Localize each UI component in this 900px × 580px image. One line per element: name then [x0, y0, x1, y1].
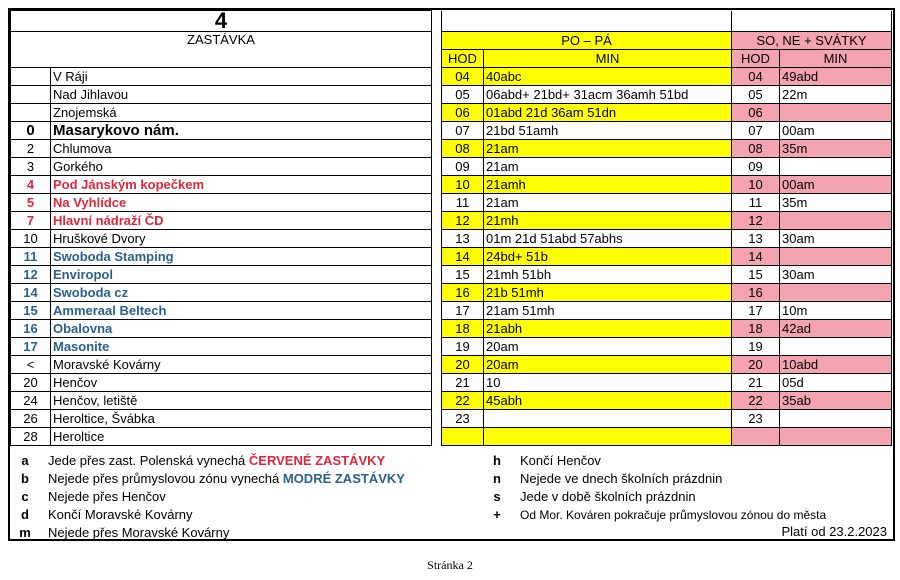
stop-minute: 24: [11, 392, 51, 410]
stop-name: Ammeraal Beltech: [51, 302, 432, 320]
weekday-minute-header: MIN: [484, 50, 732, 68]
weekday-header: PO – PÁ: [442, 32, 732, 50]
weekend-hour: 04: [732, 68, 780, 86]
weekend-minutes: 05d: [780, 374, 892, 392]
weekend-hour: 12: [732, 212, 780, 230]
stop-name: Masonite: [51, 338, 432, 356]
weekday-hour: 20: [442, 356, 484, 374]
stop-name: Znojemská: [51, 104, 432, 122]
weekday-minutes: [484, 410, 732, 428]
weekday-hour: 17: [442, 302, 484, 320]
timetable-row: [11, 104, 892, 122]
stop-name: V Ráji: [51, 68, 432, 86]
weekend-hour: 06: [732, 104, 780, 122]
timetable-row: [11, 86, 892, 104]
timetable: [10, 10, 892, 446]
weekend-minutes: 10m: [780, 302, 892, 320]
weekday-minutes: 21am: [484, 140, 732, 158]
weekend-minutes: 30am: [780, 230, 892, 248]
line-number: 4: [11, 11, 432, 32]
stop-name: Enviropol: [51, 266, 432, 284]
weekend-hour: 21: [732, 374, 780, 392]
timetable-row: [11, 140, 892, 158]
timetable-row: [11, 320, 892, 338]
note-key: +: [493, 507, 501, 522]
weekend-hour: 08: [732, 140, 780, 158]
stop-name: Hruškové Dvory: [51, 230, 432, 248]
weekend-minutes: 35ab: [780, 392, 892, 410]
stop-minute: 26: [11, 410, 51, 428]
weekday-minutes: 06abd+ 21bd+ 31acm 36amh 51bd: [484, 86, 732, 104]
weekday-hour: 11: [442, 194, 484, 212]
note-key: n: [493, 471, 501, 486]
weekday-header-blank: [442, 11, 732, 32]
weekday-minutes: 21am: [484, 194, 732, 212]
note-text-main: Nejede přes Moravské Kovárny: [48, 525, 230, 540]
note-text: [48, 488, 166, 506]
note-text: Končí Henčov: [520, 453, 601, 468]
weekend-hour: 16: [732, 284, 780, 302]
note-text-main: Jede přes zast. Polenská vynechá: [48, 453, 249, 468]
note-text-main: Končí Moravské Kovárny: [48, 507, 193, 522]
weekend-minutes: 42ad: [780, 320, 892, 338]
weekday-minutes: 21mh: [484, 212, 732, 230]
note-text-main: Nejede přes průmyslovou zónu vynechá: [48, 471, 283, 486]
weekend-header-blank: [732, 11, 892, 32]
weekday-minutes: 21b 51mh: [484, 284, 732, 302]
weekend-minutes: 35m: [780, 140, 892, 158]
stop-minute: 28: [11, 428, 51, 446]
stop-minute: [11, 68, 51, 86]
weekday-minutes: 21am 51mh: [484, 302, 732, 320]
note-text: Jede v době školních prázdnin: [520, 489, 696, 504]
weekday-hour: 15: [442, 266, 484, 284]
weekday-hour: 10: [442, 176, 484, 194]
note-text-main: Nejede přes Henčov: [48, 489, 166, 504]
stop-name: Henčov: [51, 374, 432, 392]
weekday-hour: 09: [442, 158, 484, 176]
weekday-minutes: 01m 21d 51abd 57abhs: [484, 230, 732, 248]
stop-minute: 17: [11, 338, 51, 356]
weekday-hour: 08: [442, 140, 484, 158]
timetable-row: [11, 194, 892, 212]
stop-name: Obalovna: [51, 320, 432, 338]
stop-name: Na Vyhlídce: [51, 194, 432, 212]
stop-minute: 20: [11, 374, 51, 392]
stop-name: Pod Jánským kopečkem: [51, 176, 432, 194]
timetable-row: [11, 338, 892, 356]
timetable-frame: [8, 8, 895, 541]
weekday-minutes: 21am: [484, 158, 732, 176]
note-key: m: [19, 525, 31, 540]
weekend-hour: 23: [732, 410, 780, 428]
weekday-minutes: 10: [484, 374, 732, 392]
stop-minute: 16: [11, 320, 51, 338]
weekend-minutes: [780, 248, 892, 266]
weekday-hour: 16: [442, 284, 484, 302]
note-text: [48, 524, 229, 541]
weekday-hour-header: HOD: [442, 50, 484, 68]
weekend-header: SO, NE + SVÁTKY: [732, 32, 892, 50]
page-footer: Stránka 2: [427, 558, 473, 572]
weekend-minutes: 35m: [780, 194, 892, 212]
weekend-hour: 14: [732, 248, 780, 266]
stop-minute: [11, 86, 51, 104]
note-text: [48, 470, 405, 488]
note-key: h: [493, 453, 501, 468]
weekend-hour: 17: [732, 302, 780, 320]
note-key: s: [493, 489, 501, 504]
weekday-hour: 18: [442, 320, 484, 338]
stop-name: Gorkého: [51, 158, 432, 176]
weekday-minutes: 21abh: [484, 320, 732, 338]
weekday-hour: 14: [442, 248, 484, 266]
stop-minute: 3: [11, 158, 51, 176]
weekday-hour: 23: [442, 410, 484, 428]
stop-minute: 12: [11, 266, 51, 284]
weekend-hour-header: HOD: [732, 50, 780, 68]
weekend-minutes: 22m: [780, 86, 892, 104]
weekday-minutes: 20am: [484, 356, 732, 374]
timetable-body: [11, 11, 892, 446]
weekend-hour: 20: [732, 356, 780, 374]
weekend-minutes: [780, 284, 892, 302]
weekday-hour: 13: [442, 230, 484, 248]
weekday-minutes: 45abh: [484, 392, 732, 410]
weekend-hour: 05: [732, 86, 780, 104]
weekday-minutes: 01abd 21d 36am 51dn: [484, 104, 732, 122]
timetable-row: [11, 356, 892, 374]
weekday-hour: 07: [442, 122, 484, 140]
valid-from: Platí od 23.2.2023: [781, 524, 887, 539]
timetable-row: [11, 176, 892, 194]
stop-header: ZASTÁVKA: [11, 32, 432, 68]
stop-minute: 5: [11, 194, 51, 212]
note-text: [48, 506, 193, 524]
weekend-minutes: [780, 338, 892, 356]
stop-minute: 0: [11, 122, 51, 140]
weekday-hour: 21: [442, 374, 484, 392]
note-key: b: [21, 471, 29, 486]
note-text: Nejede ve dnech školních prázdnin: [520, 471, 723, 486]
stop-name: Masarykovo nám.: [51, 122, 432, 140]
timetable-row: [11, 122, 892, 140]
weekend-minutes: 00am: [780, 122, 892, 140]
weekday-minutes: 40abc: [484, 68, 732, 86]
weekend-hour: [732, 428, 780, 446]
weekend-hour: 09: [732, 158, 780, 176]
weekday-hour: 12: [442, 212, 484, 230]
notes-section: [10, 452, 893, 540]
weekday-hour: 05: [442, 86, 484, 104]
timetable-row: [11, 212, 892, 230]
timetable-row: [11, 392, 892, 410]
stop-minute: 2: [11, 140, 51, 158]
stop-name: Moravské Kovárny: [51, 356, 432, 374]
weekend-hour: 13: [732, 230, 780, 248]
stop-minute: 15: [11, 302, 51, 320]
note-key: a: [21, 453, 29, 468]
stop-name: Heroltice: [51, 428, 432, 446]
note-highlight: MODRÉ ZASTÁVKY: [282, 471, 405, 486]
weekend-minutes: [780, 428, 892, 446]
timetable-row: [11, 410, 892, 428]
weekend-minutes: [780, 158, 892, 176]
weekday-hour: 06: [442, 104, 484, 122]
timetable-row: [11, 248, 892, 266]
weekday-minutes: 24bd+ 51b: [484, 248, 732, 266]
stop-name: Chlumova: [51, 140, 432, 158]
timetable-row: [11, 230, 892, 248]
weekend-minutes: 10abd: [780, 356, 892, 374]
timetable-row: [11, 284, 892, 302]
weekend-minutes: [780, 104, 892, 122]
weekday-minutes: 21mh 51bh: [484, 266, 732, 284]
weekend-minutes: 00am: [780, 176, 892, 194]
weekend-hour: 10: [732, 176, 780, 194]
stop-minute: 4: [11, 176, 51, 194]
timetable-row: [11, 302, 892, 320]
weekday-minutes: 20am: [484, 338, 732, 356]
weekday-hour: 19: [442, 338, 484, 356]
note-highlight: ČERVENÉ ZASTÁVKY: [248, 453, 386, 468]
note-key: c: [21, 489, 29, 504]
weekend-minutes: 30am: [780, 266, 892, 284]
weekend-hour: 15: [732, 266, 780, 284]
stop-name: Nad Jihlavou: [51, 86, 432, 104]
stop-minute: 7: [11, 212, 51, 230]
weekday-minutes: 21amh: [484, 176, 732, 194]
stop-minute: [11, 104, 51, 122]
weekend-minutes: 49abd: [780, 68, 892, 86]
column-gap: [432, 11, 442, 446]
note-text: Od Mor. Kováren pokračuje průmyslovou zónou do města: [520, 508, 827, 522]
timetable-row: [11, 266, 892, 284]
stop-name: Heroltice, Švábka: [51, 410, 432, 428]
stop-name: Swoboda Stamping: [51, 248, 432, 266]
weekend-hour: 18: [732, 320, 780, 338]
weekday-hour: [442, 428, 484, 446]
weekend-minutes: [780, 410, 892, 428]
weekend-minute-header: MIN: [780, 50, 892, 68]
timetable-row: [11, 428, 892, 446]
weekend-hour: 19: [732, 338, 780, 356]
weekday-hour: 04: [442, 68, 484, 86]
timetable-row: [11, 68, 892, 86]
timetable-row: [11, 158, 892, 176]
stop-name: Swoboda cz: [51, 284, 432, 302]
stop-minute: 11: [11, 248, 51, 266]
weekend-hour: 11: [732, 194, 780, 212]
stop-minute: 14: [11, 284, 51, 302]
weekday-hour: 22: [442, 392, 484, 410]
weekday-minutes: 21bd 51amh: [484, 122, 732, 140]
stop-minute: <: [11, 356, 51, 374]
weekend-minutes: [780, 212, 892, 230]
stop-minute: 10: [11, 230, 51, 248]
stop-name: Henčov, letiště: [51, 392, 432, 410]
note-text: [48, 452, 385, 470]
note-key: d: [21, 507, 29, 522]
timetable-row: [11, 374, 892, 392]
weekend-hour: 07: [732, 122, 780, 140]
weekday-minutes: [484, 428, 732, 446]
weekend-hour: 22: [732, 392, 780, 410]
stop-name: Hlavní nádraží ČD: [51, 212, 432, 230]
